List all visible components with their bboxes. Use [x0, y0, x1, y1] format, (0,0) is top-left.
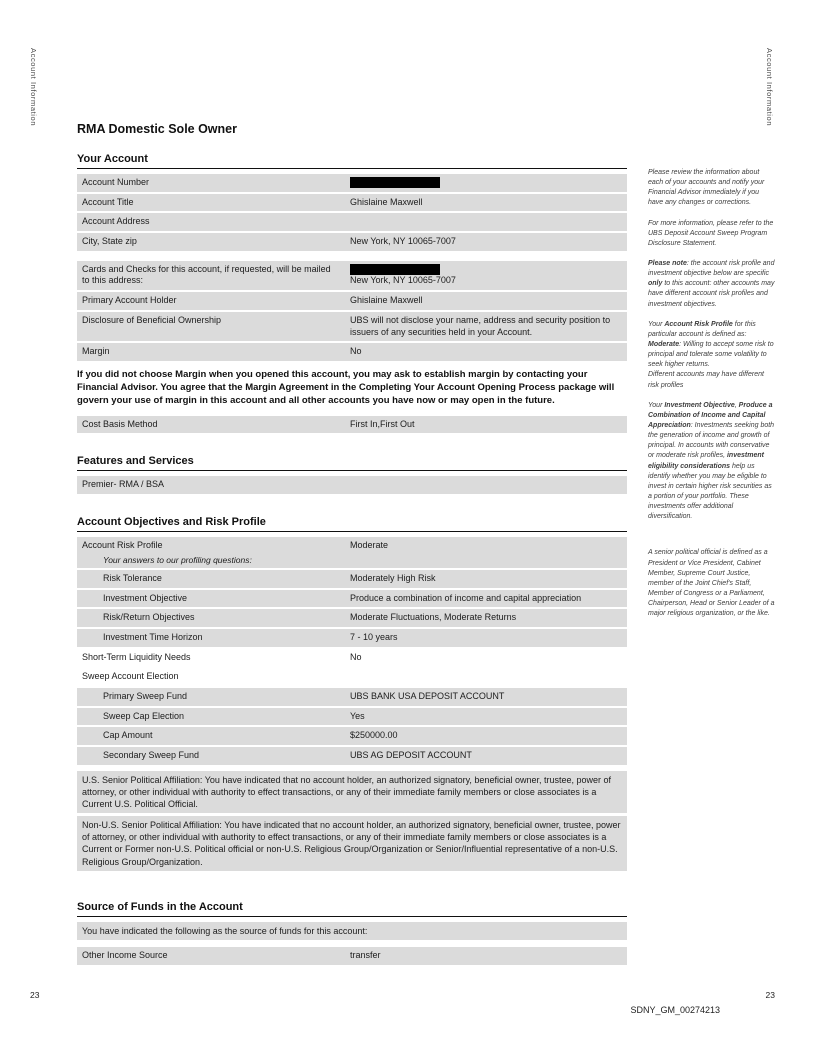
row-short-term-liquidity [77, 649, 627, 667]
page-title: RMA Domestic Sole Owner [77, 122, 237, 136]
row-value [345, 476, 627, 494]
row-investment-objective [77, 590, 627, 608]
row-value: transfer [350, 949, 381, 960]
row-value: Yes [350, 710, 365, 721]
row-risk-tolerance [77, 570, 627, 588]
row-value: Moderate Fluctuations, Moderate Returns [350, 612, 517, 623]
section-heading-source-of-funds: Source of Funds in the Account [77, 901, 627, 917]
row-value: 7 - 10 years [350, 631, 398, 642]
row-value: New York, NY 10065-7007 [350, 236, 456, 247]
row-label: Account Address [82, 216, 150, 227]
row-value: UBS AG DEPOSIT ACCOUNT [350, 750, 472, 761]
page-number-left: 23 [30, 990, 40, 1000]
row-city-state-zip [77, 233, 627, 251]
row-label: Sweep Cap Election [103, 710, 185, 721]
section-heading-objectives: Account Objectives and Risk Profile [77, 516, 627, 532]
row-value: $250000.00 [350, 730, 398, 741]
row-label: Cap Amount [103, 730, 153, 741]
row-primary-sweep-fund [77, 688, 627, 706]
row-account-address [77, 213, 627, 231]
row-label: Sweep Account Election [82, 671, 179, 682]
risk-profile-line [77, 537, 627, 555]
source-of-funds-intro-text: You have indicated the following as the source of funds for this account: [82, 925, 368, 936]
non-us-political-affiliation-note: Non-U.S. Senior Political Affiliation: You have indicated that no account holder, an authorized signatory, beneficial owner, trustee, power of attorney, or other individual with authority to effect transactions, or any of their immediate family members or close associates is a Current or Former non-U.S. Political official or non-U.S. Religious Group/Organization or Senior/Influential representative of a non-U.S. Religious Group/Organization. [77, 816, 627, 871]
row-cap-amount [77, 727, 627, 745]
row-label: Short-Term Liquidity Needs [82, 651, 191, 662]
row-account-title [77, 194, 627, 212]
row-cards-checks [77, 261, 627, 290]
row-label: Disclosure of Beneficial Ownership [82, 314, 222, 325]
row-label: Account Number [82, 177, 150, 187]
row-value: First In,First Out [350, 418, 415, 429]
document-body [77, 122, 627, 967]
profiling-questions-note: Your answers to our profiling questions: [103, 554, 252, 565]
row-cost-basis-method [77, 416, 627, 434]
row-beneficial-ownership [77, 312, 627, 341]
left-edge-label: Account Information [29, 48, 38, 127]
row-label: Secondary Sweep Fund [103, 750, 200, 761]
row-label: Primary Sweep Fund [103, 690, 188, 701]
row-sweep-cap-election [77, 708, 627, 726]
note-account-risk-profile: Your Account Risk Profile for this particular account is defined as: Moderate: Willing to accept some risk to principal and tolerate some volatility to seek higher returns. Different accounts may have different risk profiles [648, 320, 774, 389]
row-value [345, 213, 627, 231]
row-investment-time-horizon [77, 629, 627, 647]
row-other-income-source [77, 947, 627, 965]
note-review-information: Please review the information about each of your accounts and notify your Financial Advisor immediately if you have any changes or corrections. [648, 169, 765, 207]
row-account-risk-profile [77, 537, 627, 568]
row-label: Other Income Source [82, 949, 168, 960]
section-heading-your-account: Your Account [77, 153, 627, 169]
row-label: Risk Tolerance [103, 572, 162, 583]
row-risk-return-objectives [77, 609, 627, 627]
row-value: No [350, 651, 362, 662]
margin-notes [648, 168, 776, 629]
row-margin [77, 343, 627, 361]
redaction-box [350, 177, 440, 188]
row-value: UBS will not disclose your name, address and security position to issuers of any securities held in your Account. [350, 314, 611, 337]
row-account-number [77, 174, 627, 192]
mailing-city-state-zip: New York, NY 10065-7007 [350, 274, 456, 285]
row-label: Premier- RMA / BSA [82, 479, 165, 490]
section-heading-features: Features and Services [77, 455, 627, 471]
note-more-information: For more information, please refer to the UBS Deposit Account Sweep Program Disclosure Statement. [648, 219, 774, 247]
row-value [345, 174, 627, 192]
row-primary-account-holder [77, 292, 627, 310]
row-label: City, State zip [82, 236, 137, 247]
note-investment-objective: Your Investment Objective, Produce a Combination of Income and Capital Appreciation: Investments seeking both the generation of income and growth of principal. In accounts with conservative or moderate risk profiles, investment eligibility considerations help us identify whether you may be eligible to invest in certain higher risk securities as a portion of your portfolio. These investments offer additional diversification. [648, 401, 775, 521]
note-senior-political-official: A senior political official is defined as a President or Vice President, Cabinet Member, Supreme Court Justice, member of the Joint Chief's Staff, Member of Congress or a Parliament, Chairperson, Head or Senior Leader of a major religious organization, or the like. [648, 549, 775, 618]
row-value: UBS BANK USA DEPOSIT ACCOUNT [350, 690, 505, 701]
row-value: Ghislaine Maxwell [350, 196, 423, 207]
row-label: Account Risk Profile [82, 540, 163, 551]
redaction-box [350, 264, 440, 275]
row-label: Investment Time Horizon [103, 631, 203, 642]
margin-disclosure-note: If you did not choose Margin when you opened this account, you may ask to establish margin by contacting your Financial Advisor. You agree that the Margin Agreement in the Completing Your Account Opening Process package will govern your use of margin in this account and all other accounts you have now or may open in the future. [77, 368, 615, 407]
row-label: Cards and Checks for this account, if requested, will be mailed to this address: [82, 263, 331, 286]
row-value: No [350, 346, 362, 357]
row-label: Cost Basis Method [82, 418, 158, 429]
row-sweep-account-election [77, 668, 627, 686]
row-value [345, 261, 627, 290]
right-edge-label: Account Information [765, 48, 774, 127]
row-secondary-sweep-fund [77, 747, 627, 765]
source-of-funds-intro [77, 922, 627, 940]
row-value [345, 668, 627, 686]
row-label: Investment Objective [103, 592, 188, 603]
row-value: Moderately High Risk [350, 572, 436, 583]
row-premier-rma-bsa [77, 476, 627, 494]
row-value: Ghislaine Maxwell [350, 295, 423, 306]
row-label: Margin [82, 346, 110, 357]
row-label: Risk/Return Objectives [103, 612, 195, 623]
row-value: Moderate [350, 540, 389, 551]
us-political-affiliation-note: U.S. Senior Political Affiliation: You have indicated that no account holder, an authorized signatory, beneficial owner, trustee, power of attorney, or other individual with authority to effect transactions, or any of their immediate family members or close associates is a Current U.S. Political Official. [77, 771, 627, 813]
page-number-right: 23 [765, 990, 775, 1000]
row-value: Produce a combination of income and capital appreciation [350, 592, 582, 603]
row-label: Account Title [82, 196, 134, 207]
bates-number: SDNY_GM_00274213 [630, 1005, 720, 1015]
row-label: Primary Account Holder [82, 295, 177, 306]
note-please-note: Please note: the account risk profile and investment objective below are specific only to this account: other accounts may have different account risk profiles and investment objectives. [648, 259, 775, 308]
